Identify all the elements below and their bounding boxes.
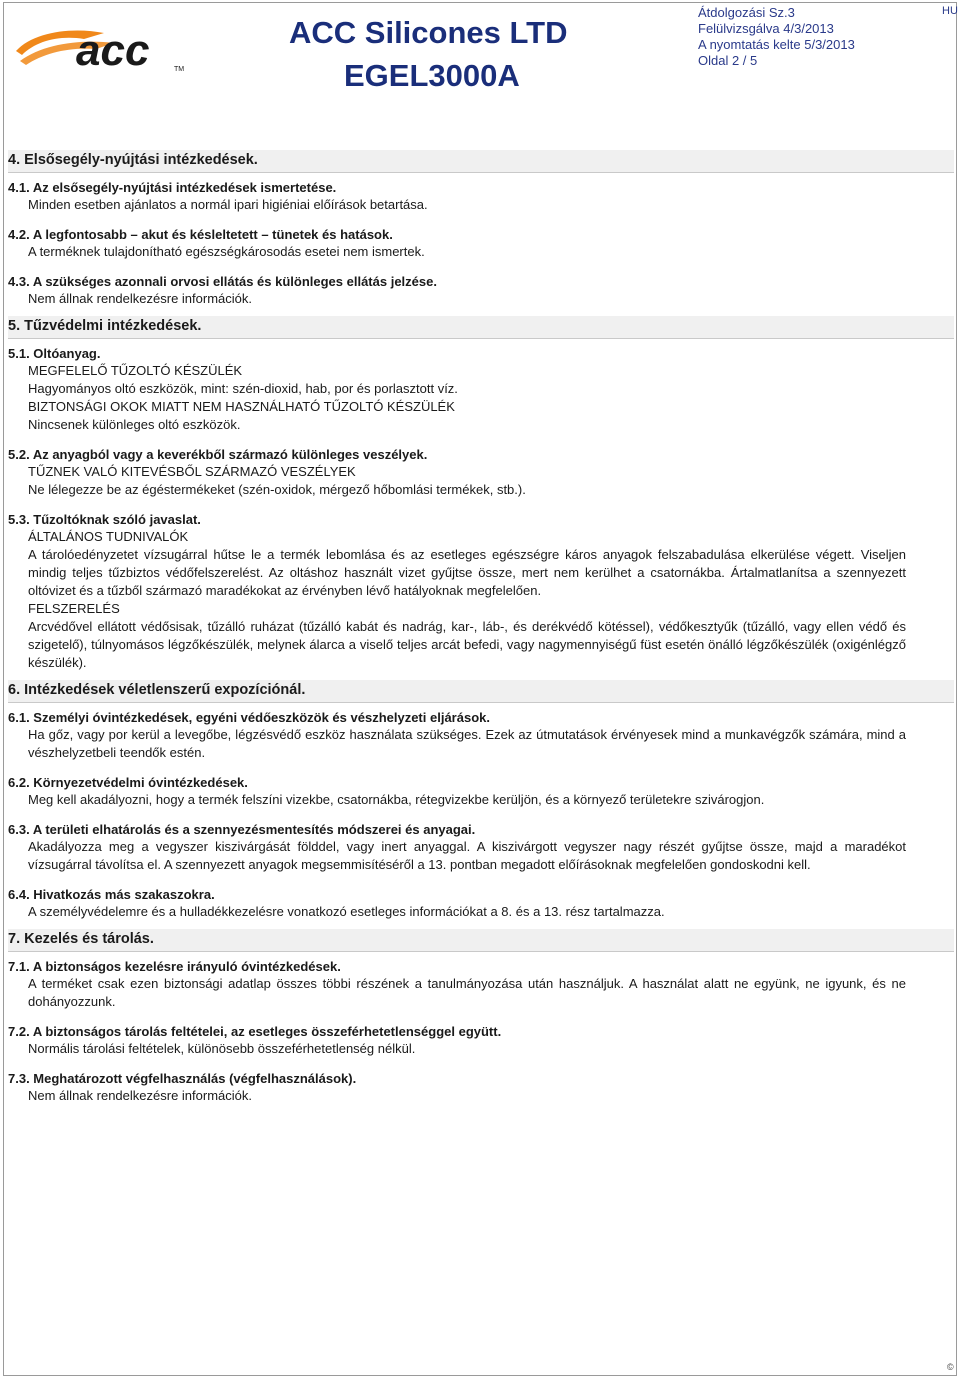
section-6-4-text: A személyvédelemre és a hulladékkezelésre vonatkozó esetleges információkat a 8. és a 13. rész tartalmazza. bbox=[28, 904, 665, 919]
svg-text:TM: TM bbox=[174, 66, 185, 73]
section-7-3-title: 7.3. Meghatározott végfelhasználás (végfelhasználások). bbox=[8, 1071, 357, 1086]
section-6-1-text: Ha gőz, vagy por kerül a levegőbe, légzésvédő eszköz használata szükséges. Ezek az útmutatások érvényesek mind a munkavégzők számára, mind a vészhelyzetbeli teendők estén. bbox=[28, 727, 906, 760]
section-5-1-heading-1: MEGFELELŐ TŰZOLTÓ KÉSZÜLÉK bbox=[28, 363, 243, 378]
section-7-3-text: Nem állnak rendelkezésre információk. bbox=[28, 1088, 252, 1103]
section-5-2-text: Ne lélegezze be az égéstermékeket (szén-oxidok, mérgező hőbomlási termékek, stb.). bbox=[28, 482, 526, 497]
revised-date: Felülvizsgálva 4/3/2013 bbox=[698, 21, 834, 36]
revision-info bbox=[698, 5, 855, 69]
section-5-3-text-1: A tárolóedényzetet vízsugárral hűtse le a termék lebomlása és az esetleges egészségre káros anyagok felszabadulása elkerülése végett. Viseljen mindig teljes tűzbiztos védőfelszerelést. Az oltáshoz használt vizet gyűjtse össze, mert nem kerülhet a csatornákba. Ártalmatlanítsa a szennyezett oltóvizet és a tűzből származó maradékokat az érvényben lévő hatályoknak megfelelően. bbox=[28, 547, 906, 598]
section-5-3-heading-2: FELSZERELÉS bbox=[28, 601, 120, 616]
section-7-title: 7. Kezelés és tárolás. bbox=[8, 929, 954, 952]
section-7-1-title: 7.1. A biztonságos kezelésre irányuló óvintézkedések. bbox=[8, 959, 341, 974]
section-6-4-title: 6.4. Hivatkozás más szakaszokra. bbox=[8, 887, 215, 902]
section-5-2-title: 5.2. Az anyagból vagy a keverékből származó különleges veszélyek. bbox=[8, 447, 428, 462]
copyright-icon: © bbox=[947, 1362, 954, 1372]
section-4-title: 4. Elsősegély-nyújtási intézkedések. bbox=[8, 150, 954, 173]
section-6-2-title: 6.2. Környezetvédelmi óvintézkedések. bbox=[8, 775, 248, 790]
section-5-1-heading-2: BIZTONSÁGI OKOK MIATT NEM HASZNÁLHATÓ TŰZOLTÓ KÉSZÜLÉK bbox=[28, 399, 455, 414]
product-name: EGEL3000A bbox=[344, 58, 520, 93]
section-4-3-text: Nem állnak rendelkezésre információk. bbox=[28, 291, 252, 306]
svg-text:acc: acc bbox=[76, 26, 150, 73]
section-5-1-text-2: Nincsenek különleges oltó eszközök. bbox=[28, 417, 241, 432]
section-5-1-text-1: Hagyományos oltó eszközök, mint: szén-dioxid, hab, por és porlasztott víz. bbox=[28, 381, 458, 396]
print-date: A nyomtatás kelte 5/3/2013 bbox=[698, 37, 855, 52]
section-6-title: 6. Intézkedések véletlenszerű expozíciónál. bbox=[8, 680, 954, 703]
section-4-3-title: 4.3. A szükséges azonnali orvosi ellátás és különleges ellátás jelzése. bbox=[8, 274, 437, 289]
company-name: ACC Silicones LTD bbox=[289, 15, 568, 50]
section-5-3-heading-1: ÁLTALÁNOS TUDNIVALÓK bbox=[28, 529, 189, 544]
section-7-2-title: 7.2. A biztonságos tárolás feltételei, az esetleges összeférhetetlenséggel együtt. bbox=[8, 1024, 502, 1039]
section-5-2-heading: TŰZNEK VALÓ KITEVÉSBŐL SZÁRMAZÓ VESZÉLYEK bbox=[28, 464, 356, 479]
section-5-title: 5. Tűzvédelmi intézkedések. bbox=[8, 316, 954, 339]
section-6-1-title: 6.1. Személyi óvintézkedések, egyéni védőeszközök és vészhelyzeti eljárások. bbox=[8, 710, 490, 725]
language-code: HU bbox=[942, 5, 958, 17]
section-6-3-text: Akadályozza meg a vegyszer kiszivárgását földdel, vagy inert anyaggal. A kiszivárgott vegyszer nagy részét gyűjtse össze, majd a maradékot vízsugárral távolítsa el. A szennyezett anyagok megsemmisítéséről a 13. pontban megadott előírásoknak megfelelően gondoskodni kell. bbox=[28, 839, 906, 872]
acc-logo bbox=[14, 21, 194, 73]
section-7-1-text: A terméket csak ezen biztonsági adatlap összes többi részének a tanulmányozása után használjuk. A használat alatt ne együnk, ne igyunk, és ne dohányozzunk. bbox=[28, 976, 906, 1009]
section-4-2-title: 4.2. A legfontosabb – akut és késleltetett – tünetek és hatások. bbox=[8, 227, 393, 242]
document-body bbox=[8, 150, 954, 1105]
section-4-1-title: 4.1. Az elsősegély-nyújtási intézkedések ismertetése. bbox=[8, 180, 337, 195]
section-5-3-title: 5.3. Tűzoltóknak szóló javaslat. bbox=[8, 512, 201, 527]
section-6-2-text: Meg kell akadályozni, hogy a termék felszíni vizekbe, csatornákba, rétegvizekbe kerüljön, és a környező területekre szivárogjon. bbox=[28, 792, 765, 807]
section-7-2-text: Normális tárolási feltételek, különösebb összeférhetetlenség nélkül. bbox=[28, 1041, 416, 1056]
section-4-2-text: A terméknek tulajdonítható egészségkárosodás esetei nem ismertek. bbox=[28, 244, 425, 259]
section-5-3-text-2: Arcvédővel ellátott védősisak, tűzálló ruházat (tűzálló kabát és nadrág, kar-, láb-, és derékvédő kötéssel), védőkesztyűk (tűzálló, vagy ellen védő és szigetelő), túlnyomásos légzőkészülék, melynek álarca a viselő teljes arcát befedi, vagy nagymennyiségű füst esetén önálló légzőkészülék (oxigénlégző készülék). bbox=[28, 619, 906, 670]
page-number: Oldal 2 / 5 bbox=[698, 53, 758, 68]
document-header bbox=[4, 3, 956, 91]
section-5-1-title: 5.1. Oltóanyag. bbox=[8, 346, 101, 361]
section-6-3-title: 6.3. A területi elhatárolás és a szennyezésmentesítés módszerei és anyagai. bbox=[8, 822, 476, 837]
section-4-1-text: Minden esetben ajánlatos a normál ipari higiéniai előírások betartása. bbox=[28, 197, 428, 212]
revision-number: Átdolgozási Sz.3 bbox=[698, 5, 795, 20]
